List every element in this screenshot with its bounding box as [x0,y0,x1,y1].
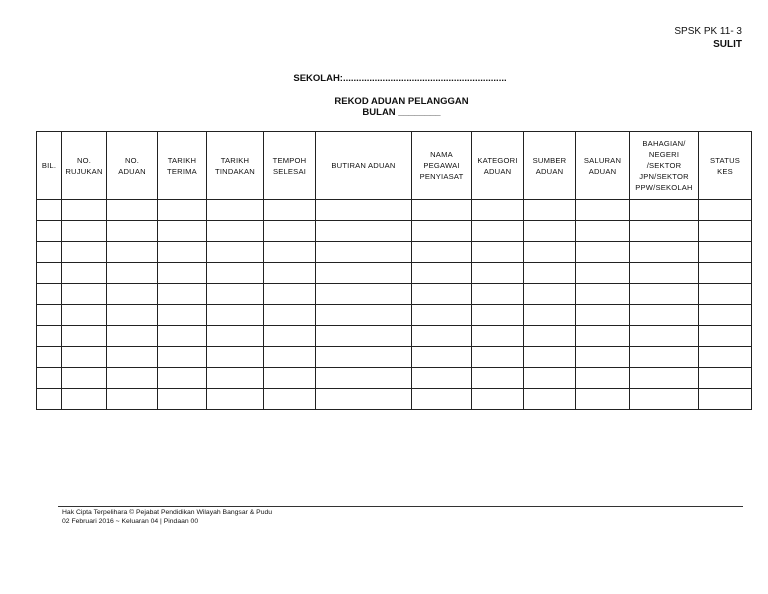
table-cell[interactable] [158,368,207,389]
table-cell[interactable] [207,305,264,326]
table-cell[interactable] [37,389,62,410]
table-cell[interactable] [37,326,62,347]
table-cell[interactable] [158,263,207,284]
table-cell[interactable] [158,200,207,221]
table-cell[interactable] [264,284,316,305]
table-cell[interactable] [207,242,264,263]
table-cell[interactable] [264,305,316,326]
table-cell[interactable] [524,389,576,410]
table-cell[interactable] [107,263,158,284]
table-cell[interactable] [158,284,207,305]
table-row [37,242,752,263]
table-cell[interactable] [264,347,316,368]
table-cell[interactable] [576,200,630,221]
table-cell[interactable] [107,200,158,221]
table-cell[interactable] [107,284,158,305]
column-header-label: NAMA PEGAWAI PENYIASAT [419,150,464,181]
column-header-label: BUTIRAN ADUAN [331,161,396,170]
table-cell[interactable] [524,284,576,305]
table-header-row [37,132,752,200]
table-cell[interactable] [62,347,107,368]
table-cell[interactable] [699,305,752,326]
table-cell[interactable] [316,263,412,284]
table-cell[interactable] [699,389,752,410]
table-cell[interactable] [107,347,158,368]
column-header-label: STATUS KES [709,155,741,176]
table-cell[interactable] [412,242,472,263]
table-cell[interactable] [158,242,207,263]
table-cell[interactable] [107,368,158,389]
table-cell[interactable] [316,326,412,347]
footer-copyright: Hak Cipta Terpelihara © Pejabat Pendidikan Wilayah Bangsar & Pudu [62,509,273,516]
table-cell[interactable] [472,326,524,347]
column-header [62,132,107,200]
table-cell[interactable] [62,305,107,326]
table-cell[interactable] [264,200,316,221]
column-header-label: BAHAGIAN/ NEGERI /SEKTOR JPN/SEKTOR PPW/SEKOLAH [635,139,693,192]
footer-divider [58,506,743,507]
table-cell[interactable] [524,200,576,221]
table-cell[interactable] [264,326,316,347]
table-cell[interactable] [699,284,752,305]
table-cell[interactable] [264,263,316,284]
column-header-label: BIL. [41,161,57,170]
table-cell[interactable] [158,326,207,347]
table-cell[interactable] [207,326,264,347]
table-cell[interactable] [37,263,62,284]
column-header [412,132,472,200]
table-cell[interactable] [472,284,524,305]
table-cell[interactable] [316,284,412,305]
column-header [524,132,576,200]
form-title: REKOD ADUAN PELANGGAN [334,96,469,107]
table-cell[interactable] [412,221,472,242]
table-cell[interactable] [264,389,316,410]
table-cell[interactable] [316,242,412,263]
table-cell[interactable] [576,389,630,410]
table-cell[interactable] [62,200,107,221]
table-cell[interactable] [630,263,699,284]
table-row [37,200,752,221]
table-cell[interactable] [207,347,264,368]
column-header-label: SALURAN ADUAN [583,155,622,176]
table-cell[interactable] [316,305,412,326]
table-cell[interactable] [316,368,412,389]
column-header-label: NO. ADUAN [118,155,146,176]
table-cell[interactable] [576,305,630,326]
table-row [37,326,752,347]
column-header-label: TARIKH TINDAKAN [215,155,255,176]
table-cell[interactable] [699,242,752,263]
column-header [158,132,207,200]
table-cell[interactable] [37,242,62,263]
table-row [37,221,752,242]
table-cell[interactable] [472,368,524,389]
column-header [37,132,62,200]
table-cell[interactable] [699,200,752,221]
table-cell[interactable] [472,305,524,326]
table-cell[interactable] [699,368,752,389]
table-cell[interactable] [37,284,62,305]
table-cell[interactable] [62,368,107,389]
table-cell[interactable] [630,242,699,263]
column-header [207,132,264,200]
table-cell[interactable] [630,221,699,242]
footer-revision: 02 Februari 2016 ~ Keluaran 04 | Pindaan 00 [62,518,199,525]
table-cell[interactable] [107,389,158,410]
table-row [37,368,752,389]
school-field: SEKOLAH:.............................................................. [293,73,507,84]
table-cell[interactable] [576,368,630,389]
table-cell[interactable] [412,263,472,284]
table-cell[interactable] [472,263,524,284]
column-header [264,132,316,200]
column-header [576,132,630,200]
table-cell[interactable] [472,347,524,368]
table-cell[interactable] [62,242,107,263]
table-row [37,284,752,305]
table-cell[interactable] [62,221,107,242]
table-cell[interactable] [630,200,699,221]
table-cell[interactable] [524,242,576,263]
table-cell[interactable] [207,221,264,242]
table-cell[interactable] [472,221,524,242]
table-cell[interactable] [62,284,107,305]
table-cell[interactable] [699,263,752,284]
table-cell[interactable] [576,221,630,242]
table-cell[interactable] [472,200,524,221]
table-cell[interactable] [264,242,316,263]
table-cell[interactable] [158,389,207,410]
table-cell[interactable] [630,326,699,347]
table-cell[interactable] [576,284,630,305]
table-cell[interactable] [412,200,472,221]
table-cell[interactable] [524,326,576,347]
table-cell[interactable] [158,221,207,242]
column-header-label: NO. RUJUKAN [65,155,103,176]
column-header-label: KATEGORI ADUAN [477,155,518,176]
table-cell[interactable] [316,221,412,242]
table-cell[interactable] [699,347,752,368]
table-cell[interactable] [412,305,472,326]
table-cell[interactable] [630,389,699,410]
table-cell[interactable] [630,368,699,389]
table-cell[interactable] [412,389,472,410]
table-cell[interactable] [630,284,699,305]
table-cell[interactable] [37,305,62,326]
column-header [472,132,524,200]
classification-label: SULIT [713,39,742,50]
table-cell[interactable] [107,242,158,263]
table-cell[interactable] [472,389,524,410]
table-cell[interactable] [630,305,699,326]
column-header-label: TEMPOH SELESAI [272,155,307,176]
table-cell[interactable] [412,347,472,368]
table-cell[interactable] [37,368,62,389]
table-cell[interactable] [207,284,264,305]
table-cell[interactable] [62,326,107,347]
table-cell[interactable] [37,347,62,368]
column-header [630,132,699,200]
table-cell[interactable] [630,347,699,368]
complaint-record-table [36,131,752,410]
table-cell[interactable] [264,368,316,389]
table-row [37,389,752,410]
table-cell[interactable] [472,242,524,263]
table-cell[interactable] [576,347,630,368]
table-cell[interactable] [207,263,264,284]
table-row [37,263,752,284]
table-cell[interactable] [316,347,412,368]
column-header-label: SUMBER ADUAN [532,155,567,176]
table-cell[interactable] [264,221,316,242]
table-cell[interactable] [524,263,576,284]
table-cell[interactable] [158,347,207,368]
table-cell[interactable] [37,221,62,242]
table-cell[interactable] [576,326,630,347]
table-cell[interactable] [207,200,264,221]
column-header [316,132,412,200]
table-cell[interactable] [699,221,752,242]
table-cell[interactable] [699,326,752,347]
table-cell[interactable] [524,347,576,368]
column-header [107,132,158,200]
table-cell[interactable] [316,389,412,410]
table-body [37,200,752,410]
column-header [699,132,752,200]
table-cell[interactable] [207,389,264,410]
table-cell[interactable] [576,263,630,284]
table-cell[interactable] [107,305,158,326]
table-cell[interactable] [524,368,576,389]
table-cell[interactable] [524,221,576,242]
table-cell[interactable] [107,221,158,242]
table-cell[interactable] [412,368,472,389]
table-cell[interactable] [524,305,576,326]
table-cell[interactable] [412,326,472,347]
table-cell[interactable] [207,368,264,389]
table-cell[interactable] [412,284,472,305]
table-cell[interactable] [158,305,207,326]
document-code: SPSK PK 11- 3 [674,26,742,37]
table-cell[interactable] [62,263,107,284]
table-cell[interactable] [62,389,107,410]
table-cell[interactable] [576,242,630,263]
table-cell[interactable] [107,326,158,347]
month-field: BULAN ________ [362,107,441,118]
table-cell[interactable] [316,200,412,221]
table-cell[interactable] [37,200,62,221]
table-row [37,305,752,326]
table-row [37,347,752,368]
column-header-label: TARIKH TERIMA [167,155,197,176]
